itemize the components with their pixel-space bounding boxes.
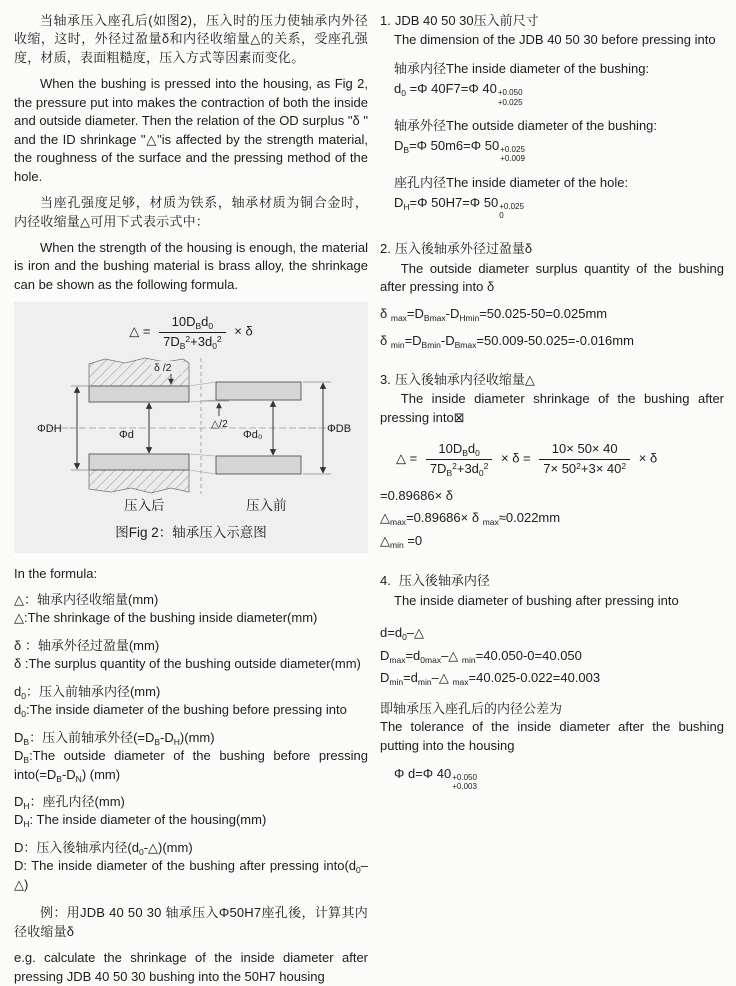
section-title-zh: JDB 40 50 30压入前尺寸 (394, 13, 539, 28)
tri-half-label: △/2 (211, 418, 228, 431)
section-title-zh: 压入後轴承内径收缩量△ (394, 371, 535, 387)
intro-paragraph-zh: 当轴承压入座孔后(如图2)，压入时的压力使轴承内外径收缩，这时，外径过盈量δ和内径收缩量△的关系，受座孔强度，材质，表面粗糙度，压入方式等因素而变化。 (14, 13, 368, 65)
section-title-zh: 压入後轴承内径 (398, 573, 490, 589)
dimension-label: 轴承内径The inside diameter of the bushing: (394, 60, 650, 76)
definition-en: $D_H$: The inside diameter of the housing(mm) (14, 812, 267, 830)
after-pressing-label: 压入后 (124, 498, 165, 514)
shrinkage-min: $\triangle_{min} =0$ (380, 532, 423, 550)
tolerance-note-en: The tolerance of the inside diameter after the bushing putting into the housing (380, 719, 724, 753)
figure-2-press-fit-diagram (14, 302, 368, 552)
example-zh: 例：用JDB 40 50 30 轴承压入Φ50H7座孔後，计算其内径收缩量δ (14, 905, 368, 939)
figure-state-labels (20, 496, 362, 516)
shrinkage-max: $\triangle_{max}=0.89686\times \delta$ $_{max}$≈0.022mm (380, 510, 561, 528)
definition-en: △:The shrinkage of the bushing inside diameter(mm) (14, 610, 318, 626)
definition-zh: D：压入後轴承内径$(d_0-\triangle)(mm)$ (14, 839, 193, 857)
definition-d (14, 839, 368, 894)
section-4-title-en: The inside diameter of bushing after pressing into (394, 592, 679, 608)
left-column (14, 12, 368, 984)
shrinkage-formula: △ = $\frac{10D_Bd_0}{7D_B^2+3d_0^2}$ × δ (129, 314, 253, 351)
dim-tri-half (201, 401, 229, 430)
definition-en: $d_0:The$ inside diameter of the bushing before pressing into (14, 702, 347, 720)
definition-surplus (14, 637, 368, 674)
dimension-value: $D_B=\Phi$ 50m6=Φ 50 +0.025 +0.009 (394, 138, 525, 164)
definition-en: δ :The surplus quantity of the bushing outside diameter(mm) (14, 656, 361, 672)
section-1-title (380, 12, 724, 30)
dimension-value: $D_H=\Phi$ 50H7=Φ 50 +0.025 0 (394, 195, 524, 221)
definition-shrinkage (14, 591, 368, 628)
dim-phi-d0 (243, 401, 273, 455)
section-3-title (380, 371, 724, 389)
bushing-before-pressing (216, 382, 301, 474)
phi-dh-label: ΦDH (37, 423, 62, 436)
delta-max-equation: δ $_{max}=D_{Bmax}-D_{Hmin}=50.025-50=0.025mm$ (380, 305, 608, 323)
tolerance-note-zh: 即轴承压入座孔后的内径公差为 (380, 700, 563, 716)
right-column (380, 12, 724, 892)
shrinkage-coefficient: =0.89686× δ (380, 488, 454, 504)
section-3-title-en: The inside diameter shrinkage of the bushing after pressing into⊠ (380, 391, 724, 425)
section-number: 1. (380, 13, 391, 28)
final-tolerance: Φ d=Φ 40 +0.050 +0.003 (394, 766, 477, 792)
phi-db-label: ΦDB (327, 423, 352, 436)
phi-d-label: Φd (119, 429, 134, 442)
section-2-title (380, 240, 724, 258)
section-2-surplus (380, 240, 724, 350)
shrinkage-calculation-formula: △ = $\frac{10D_Bd_0}{7D_B^2+3d_0^2}$ × δ = $\frac{10\times 50\times 40}{7\times 50^2+3\times 40^2}$ × δ (396, 441, 658, 478)
intro-paragraph-en: When the bushing is pressed into the housing, as Fig 2, the pressure put into makes the contraction of both the inside and outside diameter. Then the relation of the OD surplus "δ " and the ID shrinkage "△"is affected by the strength material, the roughness of the surface and the pressing method of the hole. (14, 76, 368, 184)
definition-en: D: The inside diameter of the bushing after pressing $into(d_0-\triangle)$ (14, 858, 368, 892)
d-max-equation: $D_{max}=d_{0max}-\triangle$ $_{min}$=40.050-0=40.050 (380, 647, 582, 665)
section-number: 4. (380, 573, 391, 589)
section-1-dimensions (380, 12, 724, 220)
phi-d0-label: Φd₀ (243, 429, 263, 442)
housing-section-after (89, 358, 189, 493)
condition-paragraph-en: When the strength of the housing is enough, the material is iron and the bushing material is brass alloy, the shrinkage can be shown as the following formula. (14, 239, 368, 292)
section-number: 2. (380, 241, 391, 257)
condition-paragraph-zh: 当座孔强度足够，材质为铁系，轴承材质为铜合金时，内径收缩量△可用下式表示式中： (14, 195, 368, 229)
dimension-label: 轴承外径The outside diameter of the bushing: (394, 117, 658, 133)
press-fit-drawing (21, 356, 361, 496)
definition-en: $D_B:The$ outside diameter of the bushing before pressing $into(=D_B-D_N)$ (mm) (14, 748, 368, 784)
d-min-equation: $D_{min}=d_{min}-\triangle$ $_{max}$=40.025-0.022=40.003 (380, 670, 601, 688)
dimension-hole-diameter (394, 174, 724, 221)
figure-caption: 图Fig 2：轴承压入示意图 (115, 525, 267, 541)
dimension-outside-diameter (394, 117, 724, 164)
definition-d0 (14, 683, 368, 720)
definition-db (14, 729, 368, 784)
before-pressing-label: 压入前 (246, 498, 287, 514)
dimension-value: $d_0 =\Phi$ 40F7=Φ 40 +0.050 +0.025 (394, 81, 523, 107)
in-formula-title: In the formula: (14, 565, 98, 581)
section-4-inside-diameter (380, 572, 724, 791)
definition-zh: $D_B$：压入前轴承外径$(=D_B-D_H)(mm)$ (14, 729, 215, 747)
definition-zh: $d_0$：压入前轴承内径(mm) (14, 683, 161, 701)
example-en: e.g. calculate the shrinkage of the inside diameter after pressing JDB 40 50 30 bushing into the 50H7 housing (14, 950, 368, 984)
dim-phi-db (303, 382, 351, 474)
section-2-title-en: The outside diameter surplus quantity of the bushing after pressing into δ (380, 260, 724, 295)
section-1-title-en: The dimension of the JDB 40 50 30 before pressing into (394, 32, 716, 48)
d-equation: $d=d_0-\triangle$ (380, 625, 425, 643)
dimension-inside-diameter (394, 60, 724, 107)
section-number: 3. (380, 371, 391, 387)
delta-min-equation: δ $_{min}=D_{Bmin}-D_{Bmax}=50.009-50.025=-0.016mm$ (380, 333, 634, 351)
section-3-shrinkage (380, 371, 724, 551)
definition-zh: δ ：轴承外径过盈量(mm) (14, 637, 160, 653)
definition-dh (14, 793, 368, 830)
definition-zh: $D_H$：座孔内径(mm) (14, 794, 125, 812)
dimension-label: 座孔内径The inside diameter of the hole: (394, 174, 629, 190)
symbol-definitions (14, 591, 368, 894)
section-4-title (380, 572, 724, 590)
delta-half-label: δ /2 (154, 362, 172, 375)
section-title-zh: 压入後轴承外径过盈量δ (394, 241, 533, 257)
definition-zh: △：轴承内径收缩量(mm) (14, 591, 159, 607)
